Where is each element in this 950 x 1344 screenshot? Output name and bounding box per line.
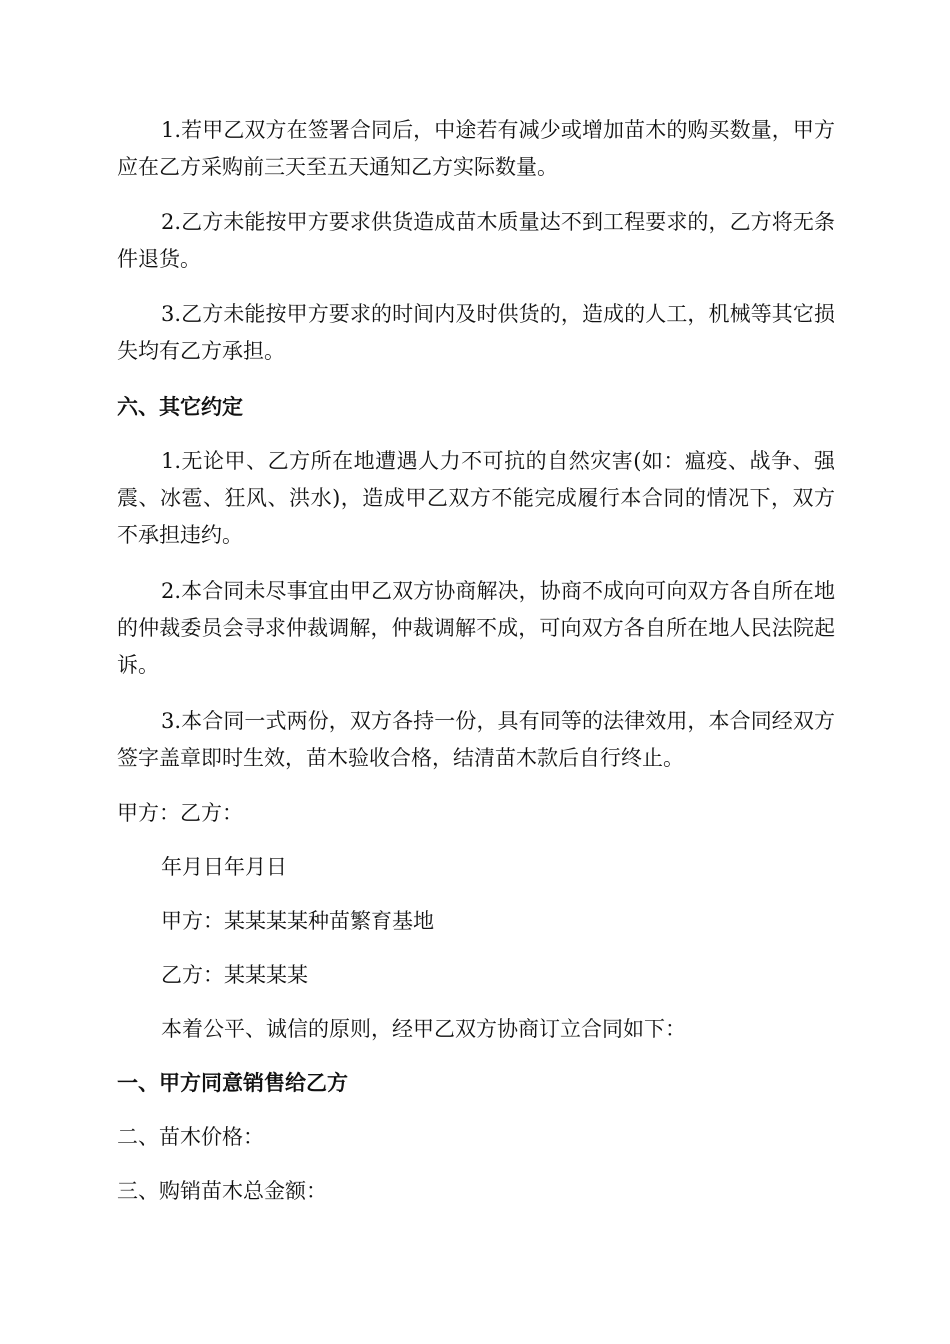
section-two-heading: 二、苗木价格： [117, 1125, 264, 1149]
clause-5-2: 2.乙方未能按甲方要求供货造成苗木质量达不到工程要求的，乙方将无条件退货。 [117, 210, 835, 271]
clause-5-1: 1.若甲乙双方在签署合同后，中途若有减少或增加苗木的购买数量，甲方应在乙方采购前三天至五天通知乙方实际数量。 [117, 118, 835, 179]
party-b-name: 乙方：某某某某 [161, 963, 308, 987]
signature-parties: 甲方：乙方： [117, 801, 243, 825]
clause-6-1: 1.无论甲、乙方所在地遭遇人力不可抗的自然灾害(如：瘟疫、战争、强震、冰雹、狂风、洪水)，造成甲乙双方不能完成履行本合同的情况下，双方不承担违约。 [117, 449, 835, 547]
party-a-name: 甲方：某某某某种苗繁育基地 [161, 909, 434, 933]
signature-dates: 年月日年月日 [161, 855, 287, 879]
contract-preamble: 本着公平、诚信的原则，经甲乙双方协商订立合同如下： [161, 1017, 686, 1041]
clause-5-3: 3.乙方未能按甲方要求的时间内及时供货的，造成的人工，机械等其它损失均有乙方承担。 [117, 302, 835, 363]
clause-6-2: 2.本合同未尽事宜由甲乙双方协商解决，协商不成向可向双方各自所在地的仲裁委员会寻求仲裁调解，仲裁调解不成，可向双方各自所在地人民法院起诉。 [117, 579, 835, 677]
section-one-heading: 一、甲方同意销售给乙方 [117, 1071, 348, 1095]
section-three-heading: 三、购销苗木总金额： [117, 1179, 327, 1203]
clause-6-3: 3.本合同一式两份，双方各持一份，具有同等的法律效用，本合同经双方签字盖章即时生效，苗木验收合格，结清苗木款后自行终止。 [117, 709, 835, 770]
section-six-heading: 六、其它约定 [117, 395, 243, 419]
